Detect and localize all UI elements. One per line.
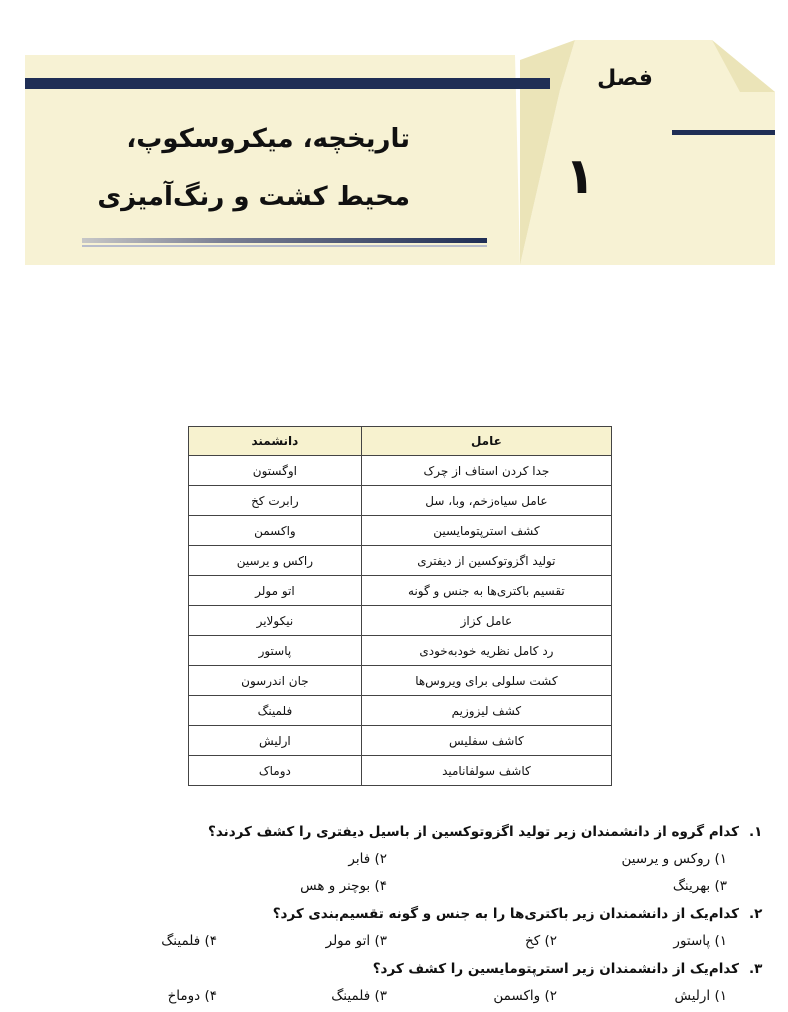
right-bar — [672, 130, 775, 135]
question-text: کدام‌یک از دانشمندان زیر باکتری‌ها را به جنس و گونه تقسیم‌بندی کرد؟ — [272, 906, 739, 922]
chapter-label: فصل — [597, 66, 653, 91]
options-row — [20, 873, 775, 900]
cell-scientist: نیکولایر — [189, 606, 362, 636]
bottom-bar — [82, 238, 487, 243]
table-row — [189, 456, 612, 486]
cell-factor: کشف استرپتومایسین — [361, 516, 611, 546]
option-4[interactable]: ۴) بوچنر و هس — [300, 878, 387, 894]
questions-section — [20, 818, 775, 1010]
table-row — [189, 516, 612, 546]
question-2 — [20, 900, 775, 955]
cell-scientist: جان اندرسون — [189, 666, 362, 696]
question-3 — [20, 955, 775, 1010]
chapter-title-line-2: محیط کشت و رنگ‌آمیزی — [97, 182, 410, 212]
option-2[interactable]: ۲) واکسمن — [493, 988, 557, 1004]
cell-factor: رد کامل نظریه خودبه‌خودی — [361, 636, 611, 666]
option-1[interactable]: ۱) پاستور — [673, 933, 727, 949]
option-4[interactable]: ۴) فلمینگ — [161, 933, 217, 949]
option-1[interactable]: ۱) روکس و یرسین — [621, 851, 727, 867]
cell-scientist: ارلیش — [189, 726, 362, 756]
chapter-title — [80, 110, 410, 226]
option-2[interactable]: ۲) کخ — [525, 933, 557, 949]
cell-factor: کشف لیزوزیم — [361, 696, 611, 726]
top-bar — [25, 78, 550, 89]
chapter-number: ۱ — [564, 147, 596, 205]
question-text: کدام گروه از دانشمندان زیر تولید اگزوتوکسین از باسیل دیفتری را کشف کردند؟ — [208, 824, 739, 840]
header-factor: عامل — [361, 427, 611, 456]
cell-scientist: فلمینگ — [189, 696, 362, 726]
cell-factor: کاشف سفلیس — [361, 726, 611, 756]
table-row — [189, 546, 612, 576]
bottom-bar-thin — [82, 245, 487, 247]
options-row — [20, 928, 775, 955]
chapter-title-line-1: تاریخچه، میکروسکوپ، — [126, 124, 410, 154]
option-2[interactable]: ۲) فابر — [348, 851, 387, 867]
table-header-row — [189, 427, 612, 456]
table-row — [189, 666, 612, 696]
cell-scientist: رابرت کخ — [189, 486, 362, 516]
option-1[interactable]: ۱) ارلیش — [674, 988, 727, 1004]
table-row — [189, 606, 612, 636]
question-number: ۱. — [749, 824, 763, 840]
option-3[interactable]: ۳) اتو مولر — [325, 933, 387, 949]
question-1 — [20, 818, 775, 900]
cell-factor: کشت سلولی برای ویروس‌ها — [361, 666, 611, 696]
table-row — [189, 726, 612, 756]
table-row — [189, 696, 612, 726]
table-row — [189, 756, 612, 786]
scientists-table — [188, 426, 612, 786]
cell-factor: عامل کزاز — [361, 606, 611, 636]
cell-factor: جدا کردن استاف از چرک — [361, 456, 611, 486]
option-4[interactable]: ۴) دوماخ — [167, 988, 217, 1004]
question-number: ۳. — [749, 961, 763, 977]
options-row — [20, 983, 775, 1010]
cell-scientist: راکس و یرسین — [189, 546, 362, 576]
question-number: ۲. — [749, 906, 763, 922]
table-row — [189, 636, 612, 666]
cell-scientist: واکسمن — [189, 516, 362, 546]
question-text: کدام‌یک از دانشمندان زیر استرپتومایسین را کشف کرد؟ — [372, 961, 739, 977]
cell-scientist: اوگستون — [189, 456, 362, 486]
options-row — [20, 846, 775, 873]
cell-factor: تقسیم باکتری‌ها به جنس و گونه — [361, 576, 611, 606]
cell-factor: تولید اگزوتوکسین از دیفتری — [361, 546, 611, 576]
cell-factor: کاشف سولفانامید — [361, 756, 611, 786]
table-row — [189, 576, 612, 606]
cell-scientist: دوماک — [189, 756, 362, 786]
option-3[interactable]: ۳) بهرینگ — [672, 878, 727, 894]
cell-factor: عامل سیاه‌زخم، وبا، سل — [361, 486, 611, 516]
cell-scientist: اتو مولر — [189, 576, 362, 606]
table-row — [189, 486, 612, 516]
cell-scientist: پاستور — [189, 636, 362, 666]
option-3[interactable]: ۳) فلمینگ — [331, 988, 387, 1004]
header-scientist: دانشمند — [189, 427, 362, 456]
